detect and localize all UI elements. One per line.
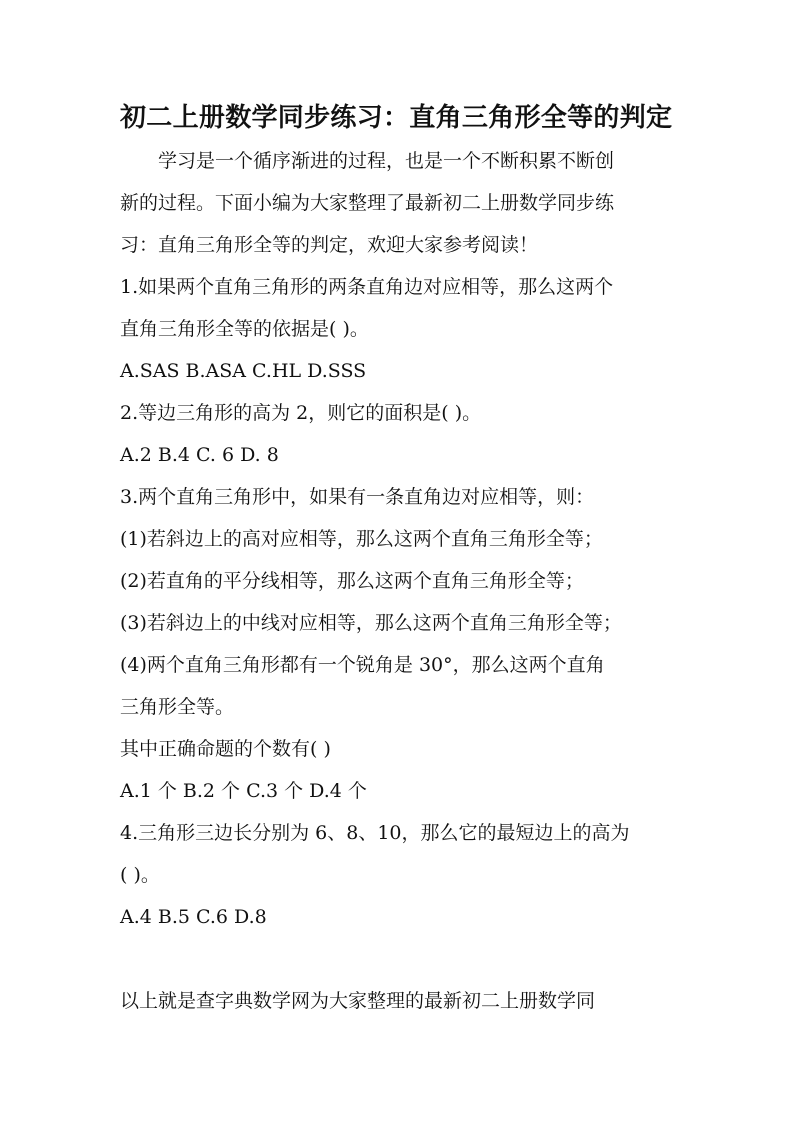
closing-line: 以上就是查字典数学网为大家整理的最新初二上册数学同: [120, 990, 596, 1012]
question-3-statement-3: (3)若斜边上的中线对应相等，那么这两个直角三角形全等；: [120, 612, 622, 634]
question-3-statement-1: (1)若斜边上的高对应相等，那么这两个直角三角形全等；: [120, 528, 603, 550]
question-3-statement-2: (2)若直角的平分线相等，那么这两个直角三角形全等；: [120, 570, 584, 592]
question-1-options: A.SAS B.ASA C.HL D.SSS: [120, 360, 367, 382]
question-1-line-1: 1.如果两个直角三角形的两条直角边对应相等，那么这两个: [120, 276, 614, 298]
question-3-statement-4-line-1: (4)两个直角三角形都有一个锐角是 30°，那么这两个直角: [120, 654, 605, 676]
question-2: 2.等边三角形的高为 2，则它的面积是( )。: [120, 402, 482, 424]
intro-line-2: 新的过程。下面小编为大家整理了最新初二上册数学同步练: [120, 192, 615, 214]
intro-line-1: 学习是一个循序渐进的过程，也是一个不断积累不断创: [158, 150, 615, 172]
question-3-options: A.1 个 B.2 个 C.3 个 D.4 个: [120, 780, 367, 802]
question-3: 3.两个直角三角形中，如果有一条直角边对应相等，则：: [120, 486, 595, 508]
question-2-options: A.2 B.4 C. 6 D. 8: [120, 444, 279, 466]
document-title: 初二上册数学同步练习：直角三角形全等的判定: [120, 103, 673, 133]
question-3-prompt: 其中正确命题的个数有( ): [120, 738, 331, 760]
paragraph-gap: [120, 938, 680, 980]
question-3-statement-4-line-2: 三角形全等。: [120, 696, 235, 718]
question-4-line-1: 4.三角形三边长分别为 6、8、10，那么它的最短边上的高为: [120, 822, 630, 844]
document-body: [120, 140, 680, 1022]
question-4-options: A.4 B.5 C.6 D.8: [120, 906, 267, 928]
intro-line-3: 习：直角三角形全等的判定，欢迎大家参考阅读！: [120, 234, 539, 256]
question-4-line-2: ( )。: [120, 864, 160, 886]
question-1-line-2: 直角三角形全等的依据是( )。: [120, 318, 369, 340]
